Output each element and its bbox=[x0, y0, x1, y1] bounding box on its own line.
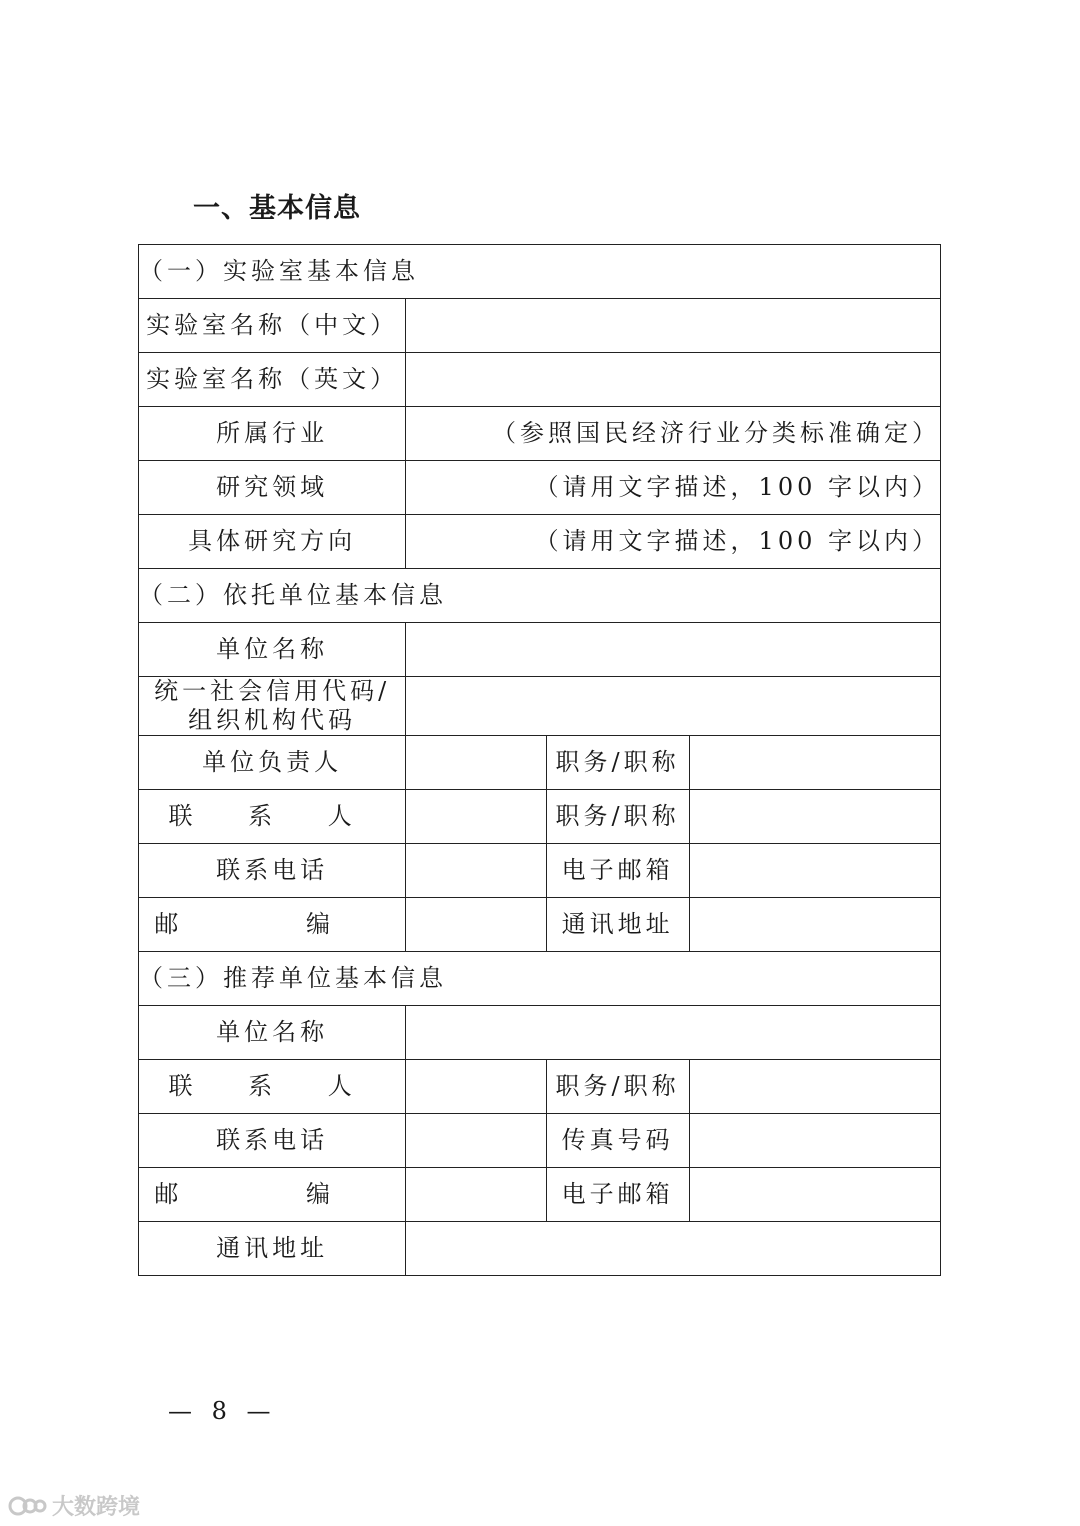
label-contact-title: 职务/职称 bbox=[546, 789, 689, 843]
watermark bbox=[8, 1490, 140, 1521]
field-rec-address[interactable] bbox=[406, 1221, 941, 1275]
section-title-recommending-unit: （三）推荐单位基本信息 bbox=[139, 951, 941, 1005]
label-rec-address: 通讯地址 bbox=[139, 1221, 406, 1275]
label-contact-person: 联 系 人 bbox=[139, 789, 406, 843]
field-postcode[interactable] bbox=[406, 897, 546, 951]
field-rec-fax[interactable] bbox=[689, 1113, 940, 1167]
watermark-logo-icon bbox=[8, 1492, 48, 1520]
label-address: 通讯地址 bbox=[546, 897, 689, 951]
label-head-title: 职务/职称 bbox=[546, 735, 689, 789]
label-credit-code bbox=[139, 677, 406, 736]
field-rec-contact-title[interactable] bbox=[689, 1059, 940, 1113]
field-lab-name-en[interactable] bbox=[406, 353, 941, 407]
field-host-unit-name[interactable] bbox=[406, 623, 941, 677]
label-rec-phone: 联系电话 bbox=[139, 1113, 406, 1167]
label-contact-phone: 联系电话 bbox=[139, 843, 406, 897]
section-heading: 一、基本信息 bbox=[193, 193, 361, 224]
label-rec-email: 电子邮箱 bbox=[546, 1167, 689, 1221]
field-rec-contact-person[interactable] bbox=[406, 1059, 546, 1113]
field-credit-code[interactable] bbox=[406, 677, 941, 736]
label-lab-name-en: 实验室名称（英文） bbox=[139, 353, 406, 407]
label-lab-name-cn: 实验室名称（中文） bbox=[139, 299, 406, 353]
field-industry[interactable]: （参照国民经济行业分类标准确定） bbox=[406, 407, 941, 461]
label-email: 电子邮箱 bbox=[546, 843, 689, 897]
field-email[interactable] bbox=[689, 843, 940, 897]
field-unit-head[interactable] bbox=[406, 735, 546, 789]
label-unit-head: 单位负责人 bbox=[139, 735, 406, 789]
field-research-field[interactable]: （请用文字描述，100 字以内） bbox=[406, 461, 941, 515]
field-rec-unit-name[interactable] bbox=[406, 1005, 941, 1059]
field-rec-email[interactable] bbox=[689, 1167, 940, 1221]
label-research-direction: 具体研究方向 bbox=[139, 515, 406, 569]
field-rec-phone[interactable] bbox=[406, 1113, 546, 1167]
label-rec-contact-person: 联 系 人 bbox=[139, 1059, 406, 1113]
field-lab-name-cn[interactable] bbox=[406, 299, 941, 353]
page-number: — 8 — bbox=[168, 1397, 277, 1425]
label-credit-code-line1: 统一社会信用代码/ bbox=[154, 677, 391, 705]
watermark-text: 大数跨境 bbox=[52, 1495, 141, 1520]
label-host-unit-name: 单位名称 bbox=[139, 623, 406, 677]
label-postcode: 邮 编 bbox=[139, 897, 406, 951]
label-industry: 所属行业 bbox=[139, 407, 406, 461]
section-title-host-unit: （二）依托单位基本信息 bbox=[139, 569, 941, 623]
label-credit-code-line2: 组织机构代码 bbox=[188, 705, 357, 734]
field-head-title[interactable] bbox=[689, 735, 940, 789]
field-rec-postcode[interactable] bbox=[406, 1167, 546, 1221]
section-title-lab: （一）实验室基本信息 bbox=[139, 245, 941, 299]
field-address[interactable] bbox=[689, 897, 940, 951]
field-contact-phone[interactable] bbox=[406, 843, 546, 897]
label-rec-fax: 传真号码 bbox=[546, 1113, 689, 1167]
field-research-direction[interactable]: （请用文字描述，100 字以内） bbox=[406, 515, 941, 569]
label-rec-contact-title: 职务/职称 bbox=[546, 1059, 689, 1113]
label-rec-unit-name: 单位名称 bbox=[139, 1005, 406, 1059]
field-contact-title[interactable] bbox=[689, 789, 940, 843]
label-rec-postcode: 邮 编 bbox=[139, 1167, 406, 1221]
field-contact-person[interactable] bbox=[406, 789, 546, 843]
label-research-field: 研究领域 bbox=[139, 461, 406, 515]
basic-info-form bbox=[138, 244, 941, 1276]
